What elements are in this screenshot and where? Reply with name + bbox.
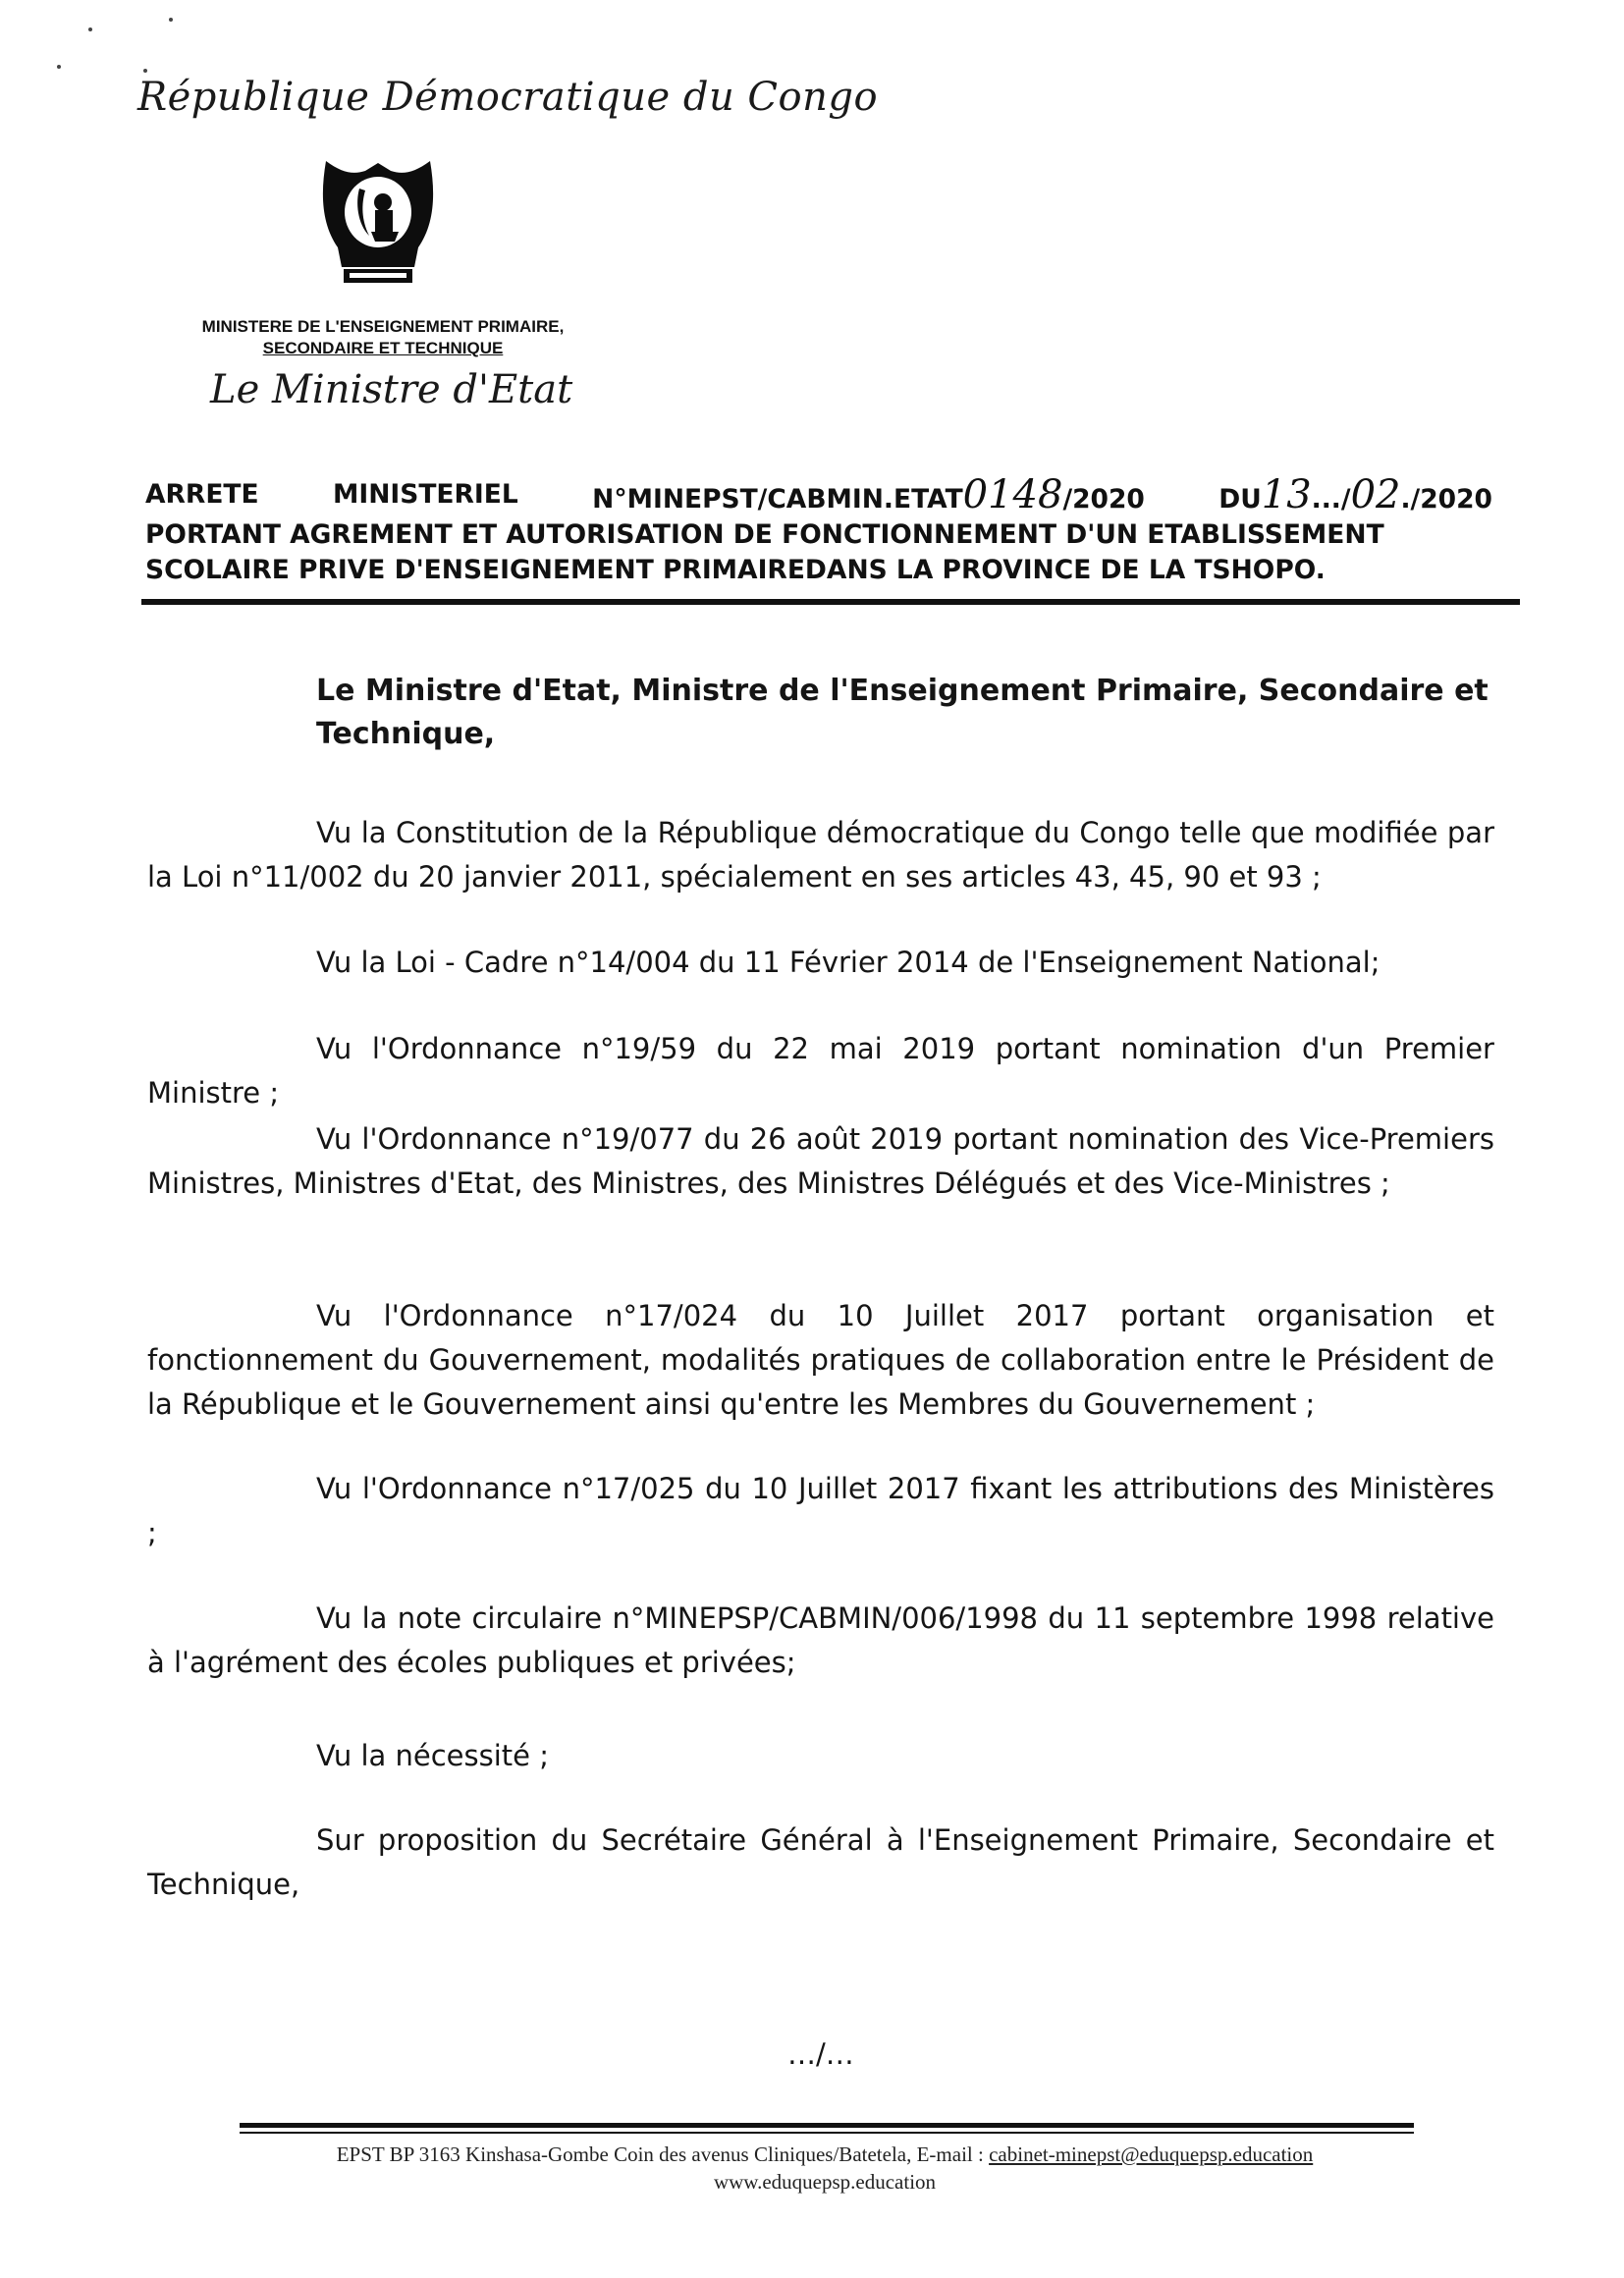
- coat-of-arms-emblem: [312, 151, 444, 289]
- ministry-line-2: SECONDAIRE ET TECHNIQUE: [262, 339, 504, 357]
- paragraph-loi-cadre: Vu la Loi - Cadre n°14/004 du 11 Février 2014 de l'Enseignement National;: [316, 946, 1380, 979]
- ministry-name: [167, 316, 599, 359]
- paragraph-ordonnance-19-077: Vu l'Ordonnance n°19/077 du 26 août 2019 portant nomination des Vice-Premiers Ministres, Ministres d'Etat, des Ministres, des Ministres Délégués et des Vice-Ministres ;: [147, 1122, 1494, 1200]
- paragraph-ordonnance-17-025: Vu l'Ordonnance n°17/025 du 10 Juillet 2017 fixant les attributions des Ministères ;: [147, 1472, 1494, 1549]
- footer-rule-thin: [240, 2132, 1414, 2134]
- scan-speck: [88, 27, 92, 31]
- decree-label-2: MINISTERIEL: [332, 479, 518, 510]
- decree-title-line-3: SCOLAIRE PRIVE D'ENSEIGNEMENT PRIMAIREDANS LA PROVINCE DE LA TSHOPO.: [145, 555, 1326, 585]
- paragraph-constitution: Vu la Constitution de la République démocratique du Congo telle que modifiée par la Loi n°11/002 du 20 janvier 2011, spécialement en ses articles 43, 45, 90 et 93 ;: [147, 816, 1494, 894]
- footer-rule-thick: [240, 2123, 1414, 2128]
- scan-speck: [57, 65, 61, 69]
- paragraph-ordonnance-17-024: Vu l'Ordonnance n°17/024 du 10 Juillet 2017 portant organisation et fonctionnement du Gouvernement, modalités pratiques de collaboration entre le Président de la République et le Gouvernement ainsi qu'entre les Membres du Gouvernement ;: [147, 1299, 1494, 1421]
- handwritten-decree-number: 0148: [962, 472, 1063, 517]
- footer-email-link[interactable]: cabinet-minepst@eduquepsp.education: [989, 2142, 1314, 2166]
- ministry-line-1: MINISTERE DE L'ENSEIGNEMENT PRIMAIRE,: [201, 317, 565, 336]
- country-name: République Démocratique du Congo: [137, 75, 879, 120]
- handwritten-day: 13: [1261, 472, 1312, 517]
- decree-title: [145, 472, 1492, 588]
- decree-label: ARRETE: [145, 479, 259, 510]
- title-divider: [141, 599, 1520, 605]
- decree-date: DU13.../02./2020: [1218, 472, 1492, 517]
- scan-speck: [143, 69, 147, 73]
- decree-reference: N°MINEPST/CABMIN.ETAT0148/2020: [592, 472, 1145, 517]
- paragraph-proposition: Sur proposition du Secrétaire Général à l'Enseignement Primaire, Secondaire et Technique,: [147, 1823, 1494, 1901]
- handwritten-month: 02: [1350, 472, 1401, 517]
- minister-title: Le Ministre d'Etat: [210, 367, 573, 412]
- drc-coat-of-arms-icon: [312, 151, 444, 289]
- paragraph-ordonnance-19-59: Vu l'Ordonnance n°19/59 du 22 mai 2019 portant nomination d'un Premier Ministre ;: [147, 1032, 1494, 1110]
- continuation-mark: …/…: [787, 2037, 854, 2071]
- paragraph-necessite: Vu la nécessité ;: [316, 1739, 549, 1772]
- footer-website[interactable]: www.eduquepsp.education: [713, 2170, 937, 2194]
- scan-speck: [169, 18, 173, 22]
- decree-title-line-2: PORTANT AGREMENT ET AUTORISATION DE FONCTIONNEMENT D'UN ETABLISSEMENT: [145, 519, 1384, 550]
- minister-heading: Le Ministre d'Etat, Ministre de l'Enseignement Primaire, Secondaire et Technique,: [316, 674, 1489, 751]
- decree-title-line-1: [145, 472, 1492, 517]
- paragraph-note-circulaire: Vu la note circulaire n°MINEPSP/CABMIN/006/1998 du 11 septembre 1998 relative à l'agrément des écoles publiques et privées;: [147, 1601, 1494, 1679]
- footer: [196, 2141, 1453, 2196]
- footer-address: EPST BP 3163 Kinshasa-Gombe Coin des avenus Cliniques/Batetela, E-mail : cabinet-minepst@eduquepsp.education: [336, 2142, 1314, 2166]
